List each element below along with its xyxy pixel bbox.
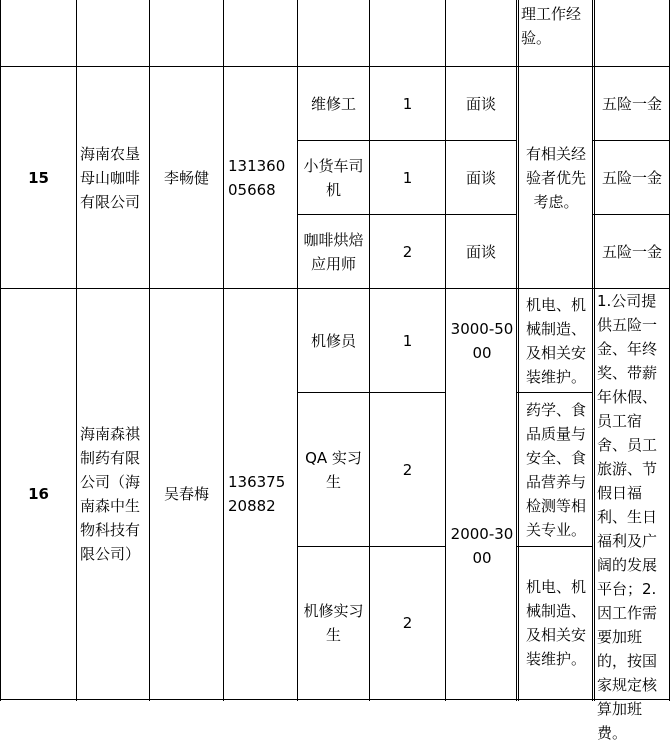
row15-pos3-title: 咖啡烘焙应用师 — [303, 230, 364, 273]
row15-pos3-benefit: 五险一金 — [601, 242, 662, 261]
row15-requirement: 有相关经验者优先考虑。 — [525, 144, 586, 211]
row16-benefit: 1.公司提供五险一金、年终奖、带薪年休假、员工宿舍、员工旅游、节假日福利、生日福利及广阔的发展平台；2.因工作需要加班的，按国家规定核算加班费。 — [597, 292, 658, 742]
row16-pos1-salary: 3000-5000 — [450, 319, 514, 362]
row15-number: 15 — [28, 168, 49, 187]
row16-pos1-title: 机修员 — [310, 331, 356, 350]
row15-phone-text: 13136005668 — [228, 156, 286, 199]
row15-pos3-salary: 面谈 — [465, 242, 496, 261]
row15-pos1-benefit: 五险一金 — [601, 94, 662, 113]
row15-pos2-benefit: 五险一金 — [601, 168, 662, 187]
row16-company — [80, 289, 148, 699]
row16-pos1-requirement: 机电、机械制造、及相关安装维护。 — [525, 295, 586, 386]
row16-pos2-requirement: 药学、食品质量与安全、食品营养与检测等相关专业。 — [525, 400, 586, 539]
row16-intern-salary: 2000-3000 — [450, 525, 514, 567]
row16-pos3-requirement: 机电、机械制造、及相关安装维护。 — [525, 578, 586, 668]
row16-contact: 吴春梅 — [163, 485, 209, 503]
row15-pos2-salary: 面谈 — [465, 168, 496, 187]
row15-pos1-count: 1 — [402, 94, 413, 113]
row15-company-text: 海南农垦母山咖啡有限公司 — [80, 144, 141, 211]
row16-pos3-title: 机修实习生 — [303, 602, 364, 644]
row15-pos3-count: 2 — [402, 242, 413, 261]
row15-pos1-salary: 面谈 — [465, 94, 496, 113]
row15-pos2-count: 1 — [402, 168, 413, 187]
row15-company — [80, 67, 148, 288]
row16-pos2-count: 2 — [402, 460, 413, 479]
row16-pos3-count: 2 — [402, 614, 413, 632]
row16-pos1-count: 1 — [402, 331, 413, 350]
row15-contact: 李畅健 — [163, 168, 209, 187]
top-requirement-fragment: 理工作经验。 — [521, 5, 582, 47]
row16-phone — [228, 289, 294, 699]
row15-phone — [228, 67, 294, 288]
row15-pos1-title: 维修工 — [310, 94, 356, 113]
row16-phone-text: 13637520882 — [228, 473, 286, 515]
row16-pos2-title: QA 实习生 — [305, 448, 362, 491]
row15-pos2-title: 小货车司机 — [303, 156, 364, 199]
row16-number: 16 — [28, 485, 49, 503]
row16-company-text: 海南森祺制药有限公司（海南森中生物科技有限公司） — [80, 425, 141, 563]
